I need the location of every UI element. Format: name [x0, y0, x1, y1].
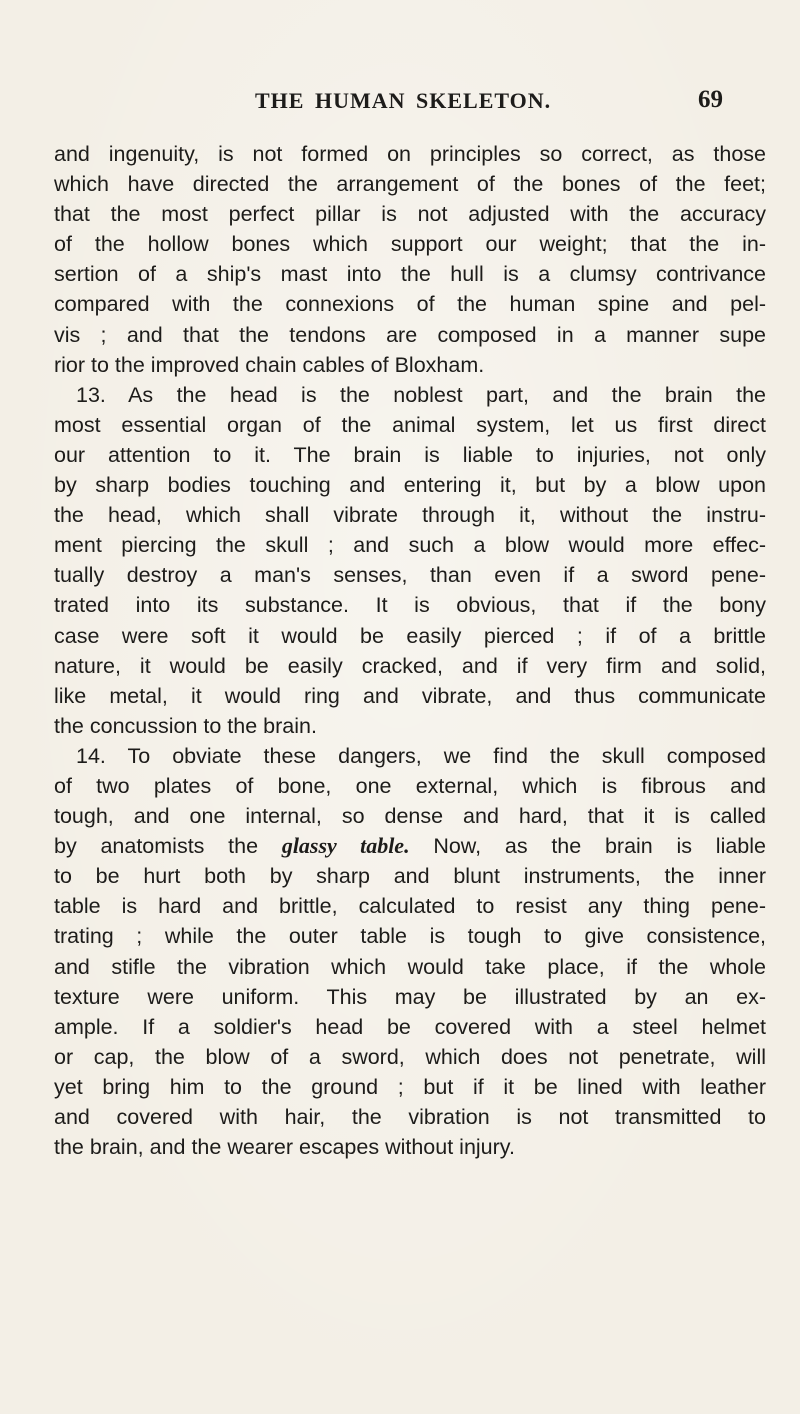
text-line: table is hard and brittle, calculated to resist any thing pene-: [54, 894, 766, 919]
paragraph-13-start: 13. As the head is the noblest part, and the brain the: [76, 382, 766, 407]
text-line: and covered with hair, the vibration is not transmitted to: [54, 1105, 766, 1129]
text-line: like metal, it would ring and vibrate, and thus communicate: [54, 683, 766, 708]
text-line: most essential organ of the animal system, let us first direct: [54, 412, 766, 437]
text-line: sertion of a ship's mast into the hull is a clumsy contrivance: [54, 262, 766, 287]
text-line: which have directed the arrangement of the bones of the feet;: [54, 172, 766, 197]
text-line: and stifle the vibration which would take place, if the whole: [54, 954, 766, 979]
text-line: or cap, the blow of a sword, which does not penetrate, will: [54, 1044, 766, 1069]
text-line: of two plates of bone, one external, which is fibrous and: [54, 773, 766, 798]
text-line: trated into its substance. It is obvious, that if the bony: [54, 593, 766, 618]
text-line: trating ; while the outer table is tough to give consistence,: [54, 924, 766, 949]
running-title: THE HUMAN SKELETON.: [255, 88, 552, 113]
text-line: texture were uniform. This may be illustrated by an ex-: [54, 984, 766, 1009]
glassy-after: Now, as the brain is liable: [409, 834, 766, 859]
text-line: the brain, and the wearer escapes without injury.: [54, 1135, 515, 1160]
text-line: compared with the connexions of the human spine and pel-: [54, 292, 766, 317]
body-text: [54, 139, 766, 1162]
text-line: ample. If a soldier's head be covered with a steel helmet: [54, 1014, 766, 1039]
text-line: the head, which shall vibrate through it, without the instru-: [54, 503, 766, 528]
text-line: rior to the improved chain cables of Bloxham.: [54, 352, 485, 377]
text-line: the concussion to the brain.: [54, 713, 317, 738]
text-line: of the hollow bones which support our weight; that the in-: [54, 232, 766, 257]
text-line: tough, and one internal, so dense and hard, that it is called: [54, 804, 766, 829]
paragraph-14-start: 14. To obviate these dangers, we find the skull composed: [76, 743, 766, 768]
text-line: that the most perfect pillar is not adjusted with the accuracy: [54, 202, 766, 227]
running-header: [0, 88, 800, 118]
text-line: tually destroy a man's senses, than even if a sword pene-: [54, 563, 766, 588]
text-line: by sharp bodies touching and entering it, but by a blow upon: [54, 473, 766, 498]
page-number: 69: [698, 86, 723, 113]
text-line: case were soft it would be easily pierced ; if of a brittle: [54, 623, 766, 648]
text-line: vis ; and that the tendons are composed in a manner supe: [54, 322, 766, 347]
glassy-table-emphasis: glassy table.: [281, 833, 410, 859]
text-line: nature, it would be easily cracked, and if very firm and solid,: [54, 653, 766, 678]
glassy-before: by anatomists the: [54, 834, 282, 859]
text-line-glassy-table: [54, 831, 766, 861]
text-line: ment piercing the skull ; and such a blow would more effec-: [54, 533, 766, 558]
text-line: our attention to it. The brain is liable to injuries, not only: [54, 442, 766, 467]
text-line: and ingenuity, is not formed on principles so correct, as those: [54, 142, 766, 166]
text-line: yet bring him to the ground ; but if it be lined with leather: [54, 1074, 766, 1099]
text-line: to be hurt both by sharp and blunt instruments, the inner: [54, 864, 766, 889]
